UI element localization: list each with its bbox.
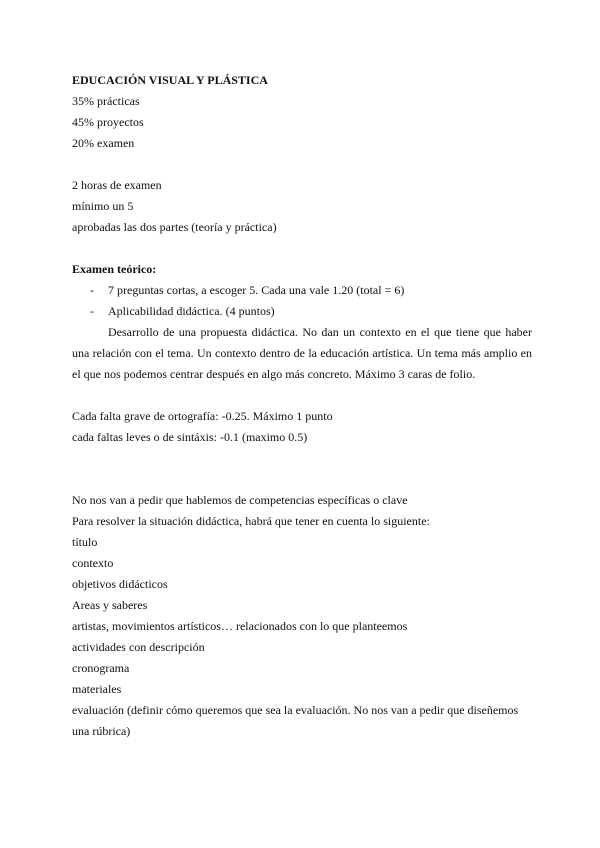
requirement-evaluation: evaluación (definir cómo queremos que sea la evaluación. No nos van a pedir que diseñemos una rúbrica) [72, 703, 519, 738]
theory-item-applicability [72, 301, 532, 322]
requirement-item: materiales [72, 682, 122, 696]
spacer [72, 385, 532, 406]
grading-proyectos: 45% proyectos [72, 115, 144, 129]
penalty-leves: cada faltas leves o de sintáxis: -0.1 (maximo 0.5) [72, 430, 308, 444]
document-body [72, 70, 532, 742]
spacer [72, 154, 532, 175]
spacer [72, 448, 532, 490]
theory-item-text: Aplicabilidad didáctica. (4 puntos) [108, 304, 275, 318]
bullet-dash: - [90, 304, 94, 318]
exam-minimum: mínimo un 5 [72, 199, 134, 213]
requirement-item: contexto [72, 556, 114, 570]
requirement-item: artistas, movimientos artísticos… relacionados con lo que planteemos [72, 619, 408, 633]
spacer [72, 238, 532, 259]
theory-heading: Examen teórico: [72, 262, 157, 276]
requirement-item: título [72, 535, 98, 549]
exam-requirement: aprobadas las dos partes (teoría y práctica) [72, 220, 277, 234]
bullet-dash: - [90, 283, 94, 297]
requirement-item: actividades con descripción [72, 640, 205, 654]
theory-item-short-questions [72, 280, 532, 301]
requirement-item: cronograma [72, 661, 130, 675]
competencies-note: No nos van a pedir que hablemos de competencias específicas o clave [72, 493, 408, 507]
theory-item-text: 7 preguntas cortas, a escoger 5. Cada una vale 1.20 (total = 6) [108, 283, 405, 297]
requirements-intro: Para resolver la situación didáctica, habrá que tener en cuenta lo siguiente: [72, 514, 430, 528]
requirement-item: objetivos didácticos [72, 577, 168, 591]
exam-duration: 2 horas de examen [72, 178, 162, 192]
grading-practicas: 35% prácticas [72, 94, 140, 108]
theory-paragraph: Desarrollo de una propuesta didáctica. No dan un contexto en el que tiene que haber una relación con el tema. Un contexto dentro de la educación artística. Un tema más amplio en el que nos podemos centrar después en algo más concreto. Máximo 3 caras de folio. [72, 325, 532, 381]
grading-examen: 20% examen [72, 136, 135, 150]
requirement-item: Areas y saberes [72, 598, 148, 612]
penalty-grave: Cada falta grave de ortografía: -0.25. Máximo 1 punto [72, 409, 333, 423]
document-title: EDUCACIÓN VISUAL Y PLÁSTICA [72, 73, 268, 87]
